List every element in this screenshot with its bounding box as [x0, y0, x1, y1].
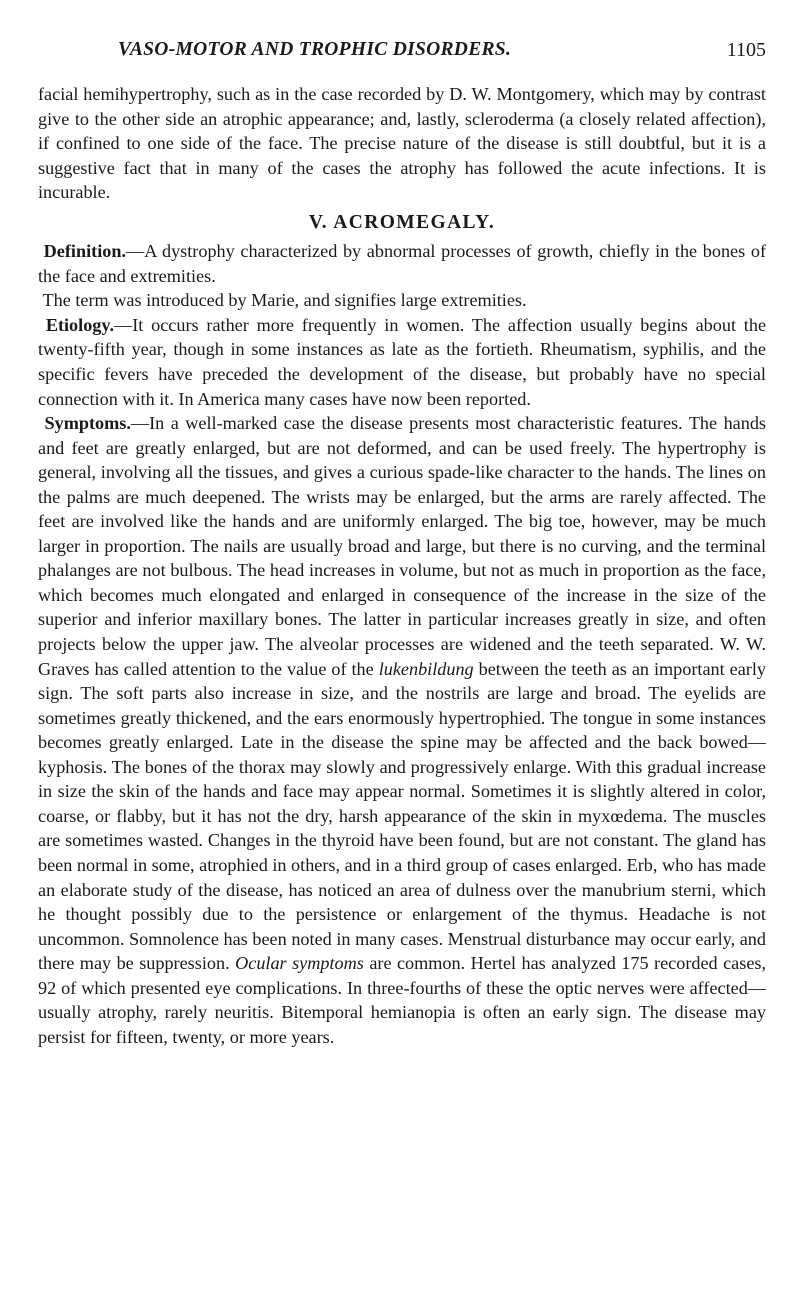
body-text [38, 82, 766, 1049]
etiology-paragraph [38, 313, 766, 411]
etiology-label: Etiology. [45, 314, 115, 335]
symptoms-italic-term: lukenbildung [378, 658, 474, 679]
definition-text: —A dystrophy characterized by abnormal processes of growth, chiefly in the bones of the face and extremities. [38, 241, 767, 286]
etiology-text: —It occurs rather more frequently in women. The affection usually begins about the twenty-fifth year, though in some instances as late as the fortieth. Rheumatism, syphilis, and the specific fevers have preceded the development of the disease, but probably have no special connection with it. In America many cases have now been reported. [38, 314, 767, 409]
term-paragraph [38, 288, 766, 313]
ocular-symptoms-term: Ocular symptoms [235, 953, 364, 974]
term-text: The term was introduced by Marie, and signifies large extremities. [42, 290, 527, 311]
running-title: VASO-MOTOR AND TROPHIC DISORDERS. [118, 39, 512, 60]
intro-paragraph: facial hemihypertrophy, such as in the case recorded by D. W. Montgomery, which may by contrast give to the other side an atrophic appearance; and, lastly, scleroderma (a closely related affection), if confined to one side of the face. The precise nature of the disease is still doubtful, but it is a suggestive fact that in many of the cases the atrophy has followed the acute infections. It is incurable. [38, 84, 766, 203]
symptoms-paragraph [38, 411, 766, 1049]
symptoms-text-2: between the teeth as an important early sign. The soft parts also increase in size, and the nostrils are large and broad. The eyelids are sometimes greatly thickened, and the ears enormously hypertrophied. The tongue in some instances becomes greatly enlarged. Late in the disease the spine may be affected and the back bowed—kyphosis. The bones of the thorax may slowly and progressively enlarge. With this gradual increase in size the skin of the hands and face may appear normal. Sometimes it is slightly altered in color, coarse, or flabby, but it has not the dry, harsh appearance of the skin in myxœdema. The muscles are sometimes wasted. Changes in the thyroid have been found, but are not constant. The gland has been normal in some, atrophied in others, and in a third group of cases enlarged. Erb, who has made an elaborate study of the disease, has noticed an area of dulness over the manubrium sterni, which he thought possibly due to the persistence or enlargement of the thymus. Headache is not uncommon. Somnolence has been noted in many cases. Menstrual disturbance may occur early, and there may be suppression. [38, 658, 767, 974]
running-head [38, 39, 766, 65]
section-heading: V. ACROMEGALY. [308, 211, 496, 233]
symptoms-text-1: —In a well-marked case the disease presents most characteristic features. The hands and feet are greatly enlarged, but are not deformed, and can be used freely. The hypertrophy is general, involving all the tissues, and gives a curious spade-like character to the hands. The lines on the palms are much deepened. The wrists may be enlarged, but the arms are rarely affected. The feet are involved like the hands and are uniformly enlarged. The big toe, however, may be much larger in proportion. The nails are usually broad and large, but there is no curving, and the terminal phalanges are not bulbous. The head increases in volume, but not as much in proportion as the face, which becomes much elongated and enlarged in consequence of the increase in the size of the superior and inferior maxillary bones. The latter in particular increases greatly in size, and often projects below the upper jaw. The alveolar processes are widened and the teeth separated. W. W. Graves has called attention to the value of the [38, 413, 767, 679]
definition-label: Definition. [43, 241, 127, 262]
symptoms-label: Symptoms. [44, 413, 131, 434]
definition-paragraph [38, 239, 766, 288]
page-number: 1105 [726, 39, 766, 61]
symptoms-text-3: are common. Hertel has analyzed 175 recorded cases, 92 of which presented eye complications. In three-fourths of these the optic nerves were affected—usually atrophy, rarely neuritis. Bitemporal hemianopia is often an early sign. The disease may persist for fifteen, twenty, or more years. [38, 953, 767, 1047]
